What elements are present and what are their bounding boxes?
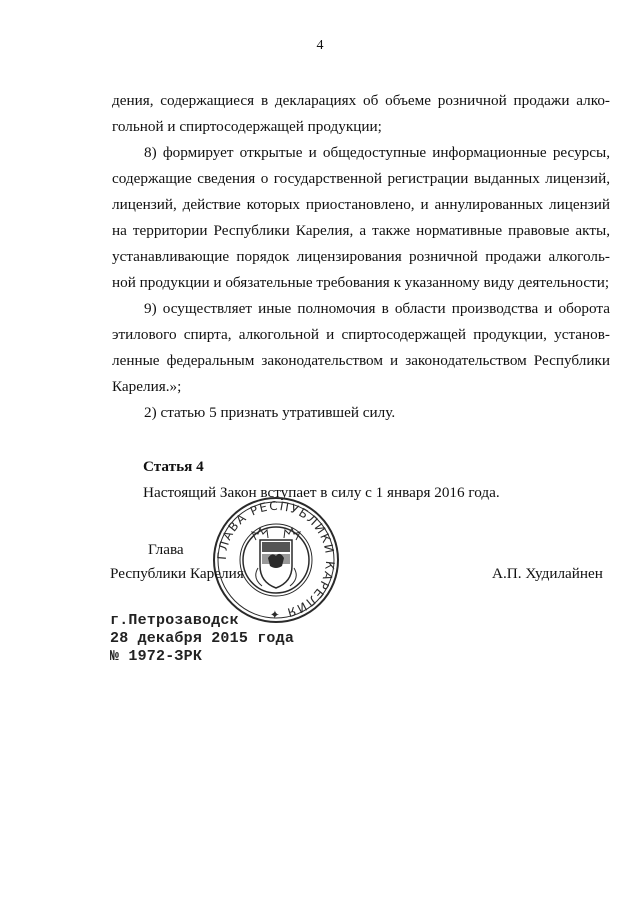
- text-line: 8) формирует открытые и общедоступные информационные ресурсы,: [144, 144, 610, 161]
- paragraph-continuation: [112, 88, 610, 140]
- law-body-text: [112, 88, 610, 426]
- official-seal-stamp: [212, 496, 340, 624]
- text-line: ленные федеральным законодательством и законодательством Республики: [112, 352, 610, 369]
- coat-of-arms-icon: [252, 528, 300, 588]
- signature-position-line1: Глава: [148, 541, 184, 558]
- text-line: 2) статью 5 признать утратившей силу.: [144, 404, 396, 421]
- text-line: содержащие сведения о государственной регистрации выданных лицензий,: [112, 170, 610, 187]
- page-number: 4: [316, 38, 324, 53]
- text-line: дения, содержащиеся в декларациях об объеме розничной продажи алко-: [112, 92, 610, 109]
- article-title: Статья 4: [143, 458, 204, 475]
- footer-date: 28 декабря 2015 года: [110, 630, 295, 647]
- article-text: Настоящий Закон вступает в силу с 1 января 2016 года.: [143, 484, 500, 501]
- paragraph-item-2: [112, 400, 610, 426]
- text-line: гольной и спиртосодержащей продукции;: [112, 118, 382, 135]
- paragraph-item-9: [112, 296, 610, 400]
- svg-text:ГЛАВА РЕСПУБЛИКИ КАРЕЛИЯ ✦: ГЛАВА РЕСПУБЛИКИ КАРЕЛИЯ ✦: [214, 498, 338, 622]
- seal-icon: [212, 496, 340, 624]
- text-line: этилового спирта, алкогольной и спиртосодержащей продукции, установ-: [112, 326, 610, 343]
- text-line: 9) осуществляет иные полномочия в области производства и оборота: [144, 300, 610, 317]
- text-line: ной продукции и обязательные требования к указанному виду деятельности;: [112, 274, 610, 291]
- signatory-name: А.П. Худилайнен: [492, 565, 603, 582]
- footer-city: г.Петрозаводск: [110, 612, 239, 629]
- text-line: на территории Республики Карелия, а также нормативные правовые акты,: [112, 222, 610, 239]
- signature-position-line2: Республики Карелия: [110, 565, 244, 582]
- text-line: устанавливающие порядок лицензирования розничной продажи алкоголь-: [112, 248, 610, 265]
- text-line: Карелия.»;: [112, 378, 182, 395]
- footer-law-number: № 1972-ЗРК: [110, 648, 203, 665]
- text-line: лицензий, действие которых приостановлено, и аннулированных лицензий: [112, 196, 610, 213]
- paragraph-item-8: [112, 140, 610, 296]
